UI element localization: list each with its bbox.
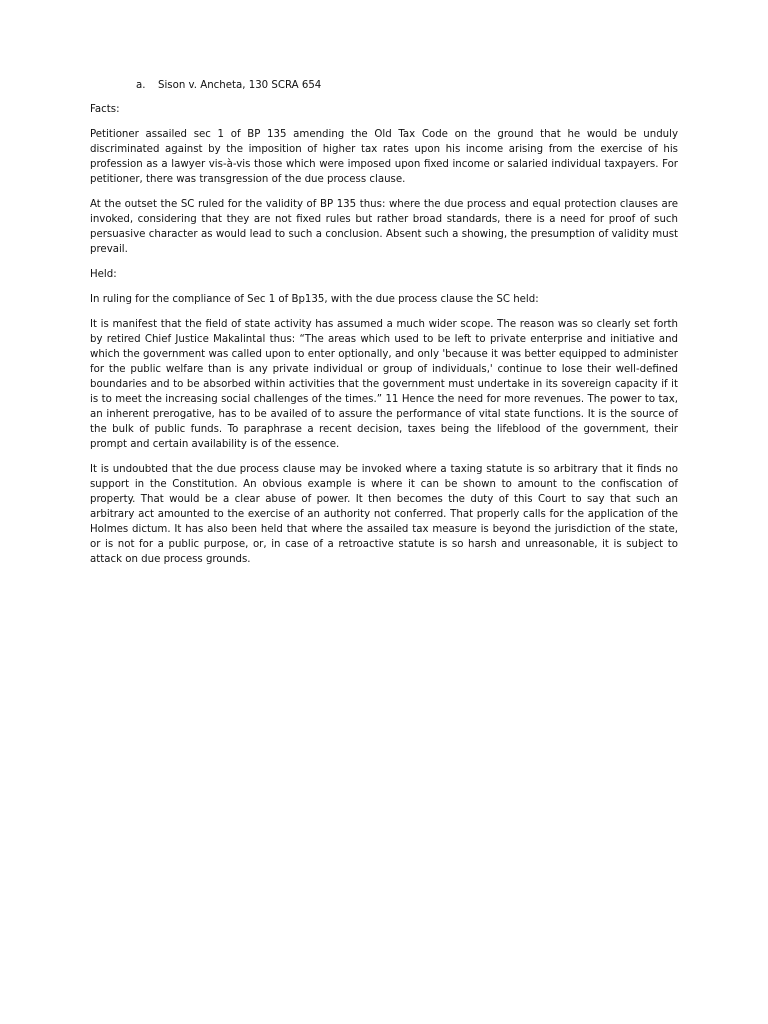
facts-paragraph-2: At the outset the SC ruled for the validity of BP 135 thus: where the due process and equal protection clauses are invoked, considering that they are not fixed rules but rather broad standards, there is a need for proof of such persuasive character as would lead to such a conclusion. Absent such a showing, the presumption of validity must prevail. [90, 199, 678, 255]
document-page [90, 78, 678, 577]
facts-paragraph-1: Petitioner assailed sec 1 of BP 135 amending the Old Tax Code on the ground that he would be unduly discriminated against by the imposition of higher tax rates upon his income arising from the exercise of his profession as a lawyer vis-à-vis those which were imposed upon fixed income or salaried individual taxpayers. For petitioner, there was transgression of the due process clause. [90, 129, 678, 185]
facts-label: Facts: [90, 104, 120, 115]
held-label: Held: [90, 269, 117, 280]
case-heading [90, 78, 678, 93]
case-title: Sison v. Ancheta, 130 SCRA 654 [158, 80, 322, 91]
held-paragraph-3: It is undoubted that the due process clause may be invoked where a taxing statute is so arbitrary that it finds no support in the Constitution. An obvious example is where it can be shown to amount to the confiscation of property. That would be a clear abuse of power. It then becomes the duty of this Court to say that such an arbitrary act amounted to the exercise of an authority not conferred. That properly calls for the application of the Holmes dictum. It has also been held that where the assailed tax measure is beyond the jurisdiction of the state, or is not for a public purpose, or, in case of a retroactive statute is so harsh and unreasonable, it is subject to attack on due process grounds. [90, 464, 678, 565]
held-paragraph-2: It is manifest that the field of state activity has assumed a much wider scope. The reason was so clearly set forth by retired Chief Justice Makalintal thus: “The areas which used to be left to private enterprise and initiative and which the government was called upon to enter optionally, and only 'because it was better equipped to administer for the public welfare than is any private individual or group of individuals,' continue to lose their well-defined boundaries and to be absorbed within activities that the government must undertake in its sovereign capacity if it is to meet the increasing social challenges of the times.” 11 Hence the need for more revenues. The power to tax, an inherent prerogative, has to be availed of to assure the performance of vital state functions. It is the source of the bulk of public funds. To paraphrase a recent decision, taxes being the lifeblood of the government, their prompt and certain availability is of the essence. [90, 319, 678, 450]
held-paragraph-1: In ruling for the compliance of Sec 1 of Bp135, with the due process clause the SC held: [90, 294, 539, 305]
list-marker: a. [136, 80, 146, 91]
